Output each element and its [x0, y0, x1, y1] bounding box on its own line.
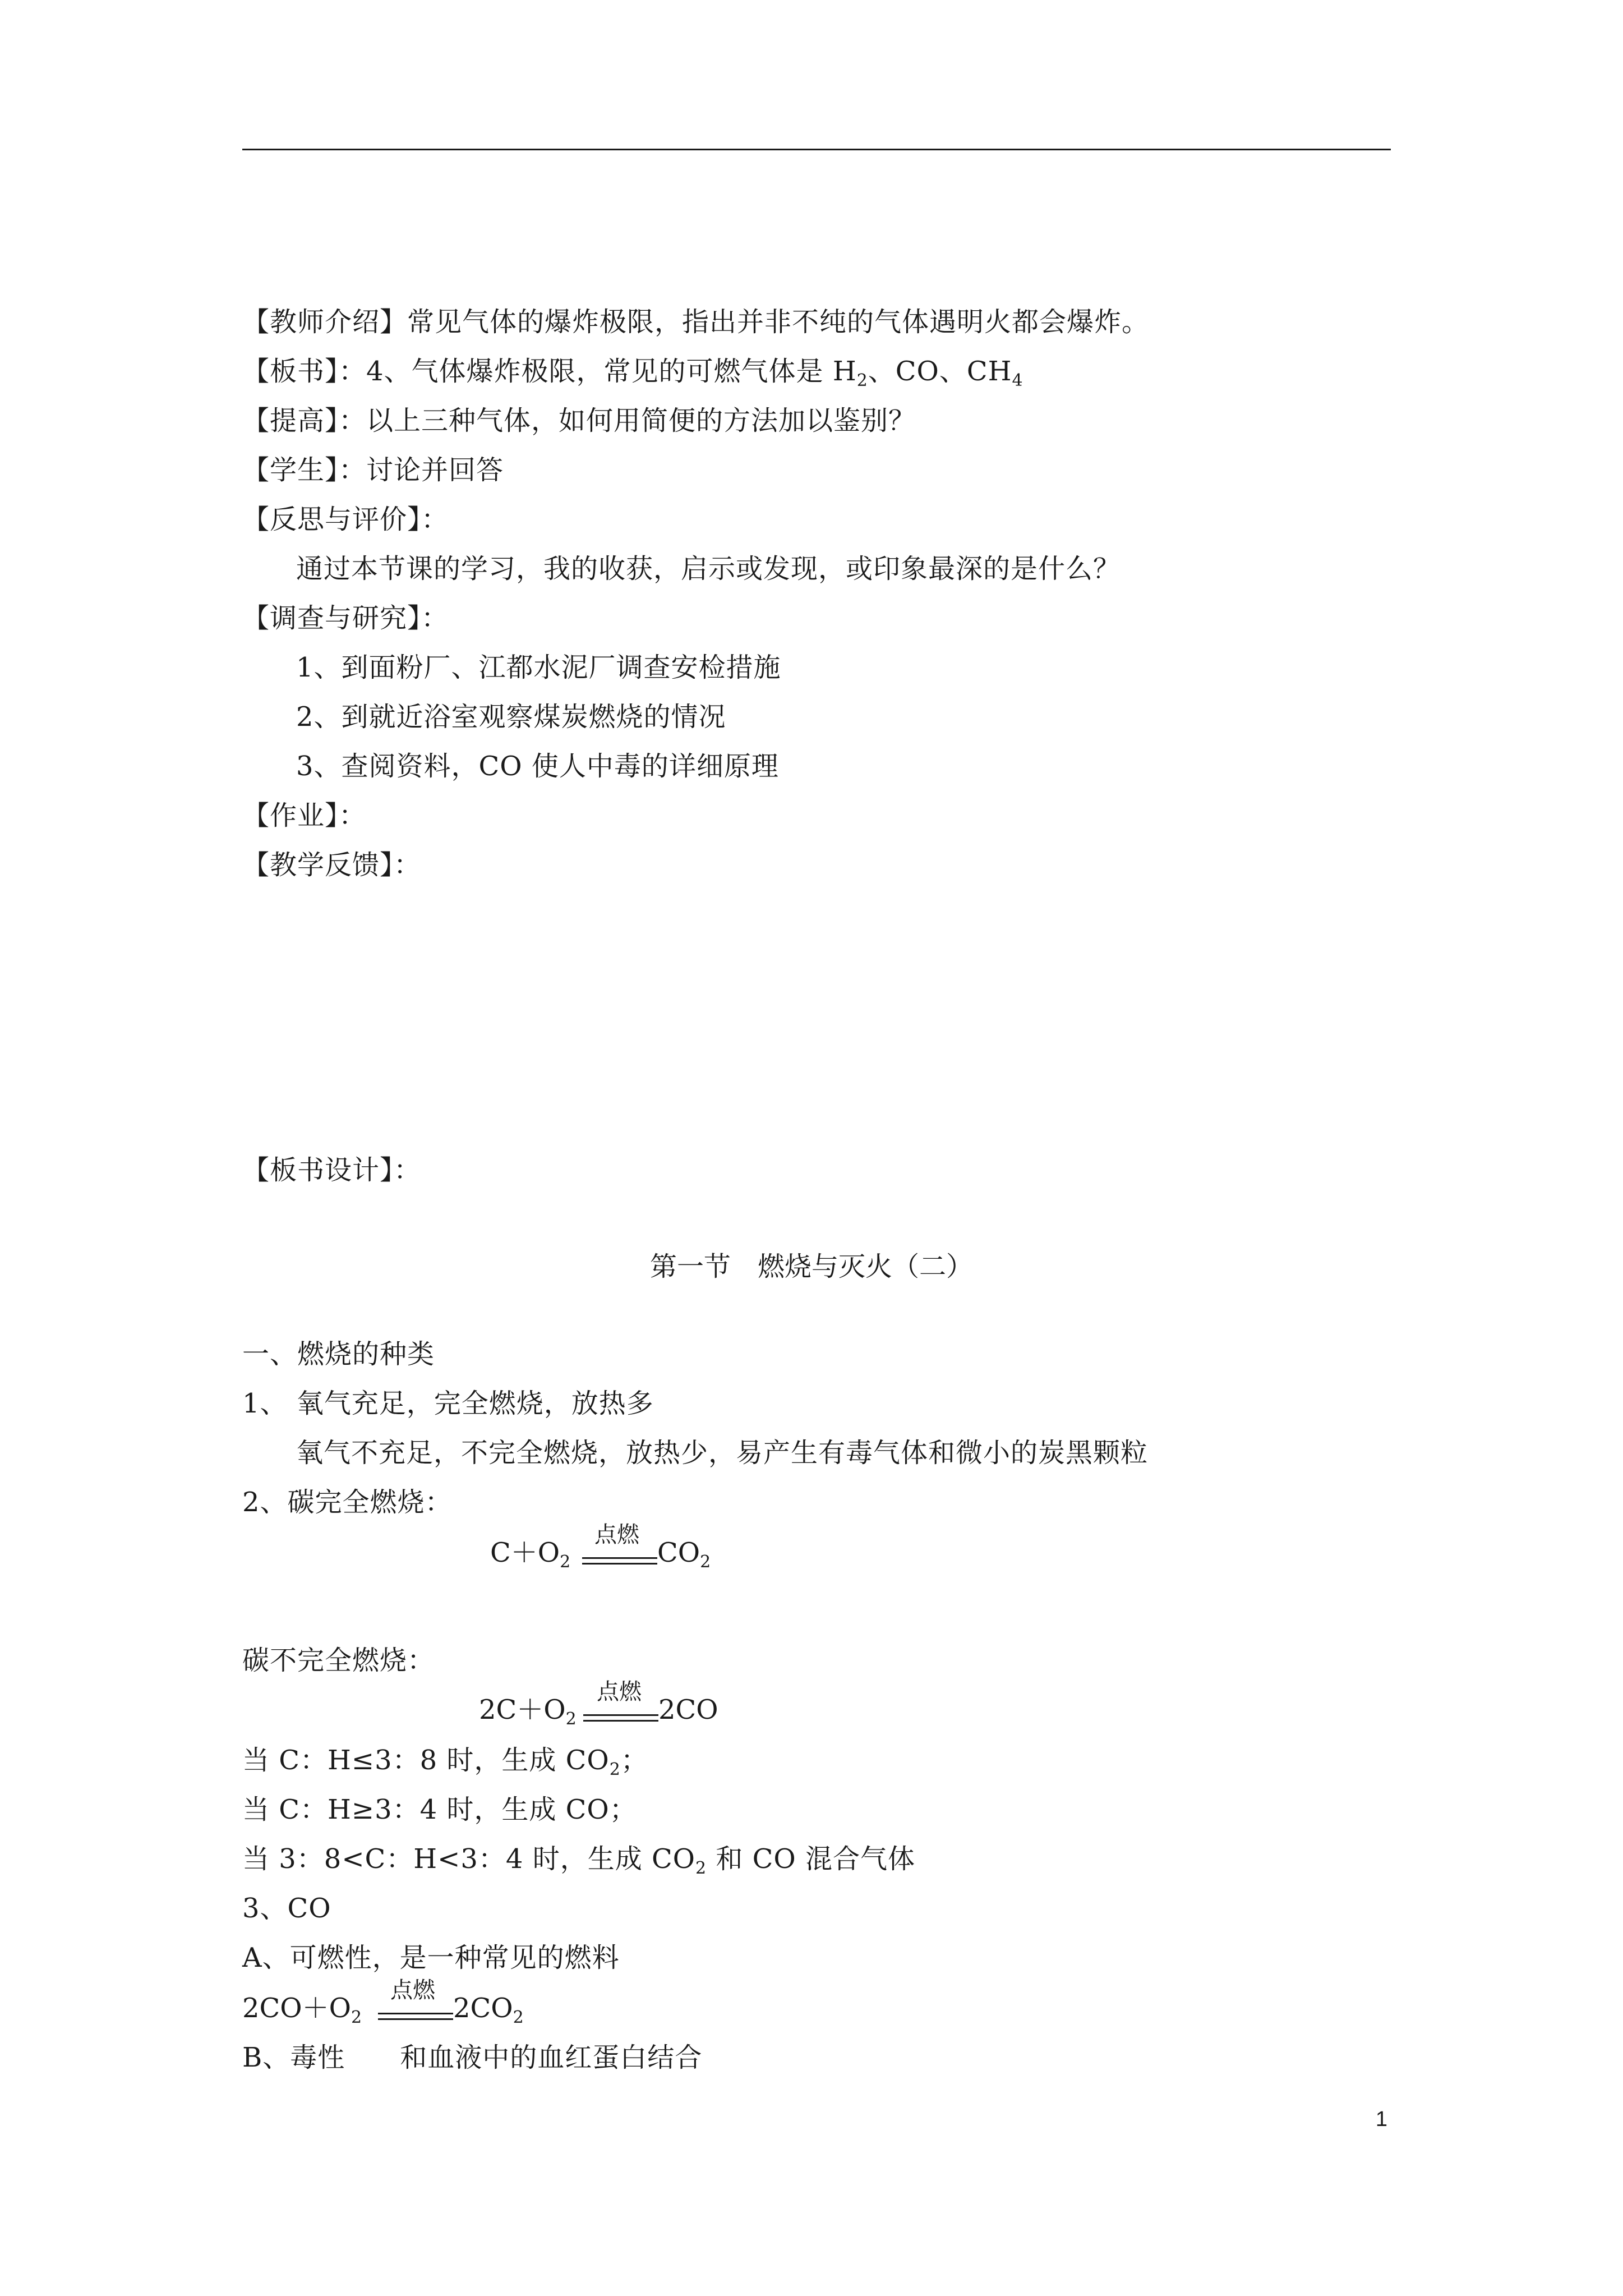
combustion-item-1: 1、 氧气充足，完全燃烧，放热多	[242, 1388, 654, 1419]
section-mark: 【提高】	[242, 405, 339, 436]
equation-left: $2CO+O_2$	[242, 1993, 362, 2027]
section-mark: 【板书】	[242, 356, 339, 387]
line-text: 、CO、CH	[868, 356, 1012, 387]
section-mark: 【教学反馈】	[242, 849, 394, 881]
equation-right: $2CO_2$	[453, 1993, 524, 2027]
line-text: ：	[394, 849, 422, 881]
line-text: ：4、气体爆炸极限，常见的可燃气体是 H	[339, 356, 857, 387]
equation-incomplete-carbon	[479, 1679, 718, 1738]
line-text: ：	[421, 504, 449, 535]
ratio-line-1: 当 C：H≤3：8 时，生成 $CO_2$；	[242, 1745, 648, 1779]
section-mark: 【学生】	[242, 454, 339, 486]
feedback-heading	[242, 848, 421, 882]
line-text: 常见气体的爆炸极限，指出并非不纯的气体遇明火都会爆炸。	[407, 306, 1150, 338]
line-text: ：	[421, 602, 449, 634]
investigation-item-1: 1、到面粉厂、江都水泥厂调查安检措施	[296, 652, 781, 683]
equation-double-bar-top	[378, 2013, 453, 2014]
header-rule	[242, 149, 1391, 150]
equation-double-bar-top	[583, 1714, 658, 1716]
co-flammability: A、可燃性，是一种常见的燃料	[242, 1942, 620, 1973]
homework-heading	[242, 799, 366, 832]
equation-right: $CO_2$	[657, 1537, 711, 1572]
reflection-heading	[242, 503, 449, 536]
improve-line	[242, 404, 916, 438]
investigation-heading	[242, 601, 449, 635]
line-text: ：讨论并回答	[339, 454, 504, 486]
investigation-item-2: 2、到就近浴室观察煤炭燃烧的情况	[296, 701, 726, 733]
section-mark: 【调查与研究】	[242, 602, 422, 634]
equation-left: $2C+O_2$	[479, 1694, 577, 1729]
board-design-heading	[242, 1153, 421, 1187]
student-line	[242, 453, 504, 487]
ratio-line-3: 当 3：8<C：H<3：4 时，生成 $CO_2$ 和 CO 混合气体	[242, 1843, 915, 1878]
carbon-complete-heading: 2、碳完全燃烧：	[242, 1487, 453, 1518]
equation-double-bar-bottom	[378, 2018, 453, 2020]
line-text: ：	[394, 1154, 422, 1186]
blackboard-line	[242, 355, 1023, 388]
equation-complete-carbon	[490, 1522, 726, 1581]
section-mark: 【板书设计】	[242, 1154, 394, 1186]
page-number: 1	[1375, 2108, 1387, 2131]
line-text: ：以上三种气体，如何用简便的方法加以鉴别？	[339, 405, 916, 436]
teacher-intro-line	[242, 305, 1149, 339]
equation-left: $C+O_2$	[490, 1537, 571, 1572]
investigation-item-3: 3、查阅资料，CO 使人中毒的详细原理	[296, 751, 779, 782]
section-mark: 【作业】	[242, 800, 339, 831]
subscript: 4	[1012, 371, 1023, 390]
section-title: 第一节 燃烧与灭火（二）	[649, 1251, 973, 1282]
equation-co-combustion	[242, 1977, 524, 2036]
combustion-item-1b: 氧气不充足，不完全燃烧，放热少，易产生有毒气体和微小的炭黑颗粒	[296, 1437, 1149, 1469]
equation-double-bar-bottom	[583, 1720, 658, 1722]
subscript: 2	[856, 371, 868, 390]
combustion-types-heading: 一、燃烧的种类	[242, 1338, 435, 1370]
equation-condition: 点燃	[597, 1679, 642, 1705]
equation-double-bar-bottom	[582, 1563, 657, 1565]
subscript: 2	[695, 1858, 707, 1878]
co-toxicity: B、毒性 和血液中的血红蛋白结合	[242, 2042, 703, 2073]
carbon-incomplete-heading: 碳不完全燃烧：	[242, 1645, 435, 1676]
reflection-text: 通过本节课的学习，我的收获，启示或发现，或印象最深的是什么？	[296, 553, 1121, 585]
equation-condition: 点燃	[594, 1522, 639, 1548]
equation-right: 2CO	[658, 1694, 718, 1726]
subscript: 2	[609, 1760, 621, 1779]
section-mark: 【教师介绍】	[242, 306, 408, 338]
section-mark: 【反思与评价】	[242, 504, 422, 535]
line-text: ：	[339, 800, 367, 831]
co-heading: 3、CO	[242, 1893, 331, 1924]
equation-double-bar-top	[582, 1557, 657, 1559]
equation-condition: 点燃	[390, 1977, 435, 2003]
ratio-line-2: 当 C：H≥3：4 时，生成 CO；	[242, 1794, 637, 1825]
